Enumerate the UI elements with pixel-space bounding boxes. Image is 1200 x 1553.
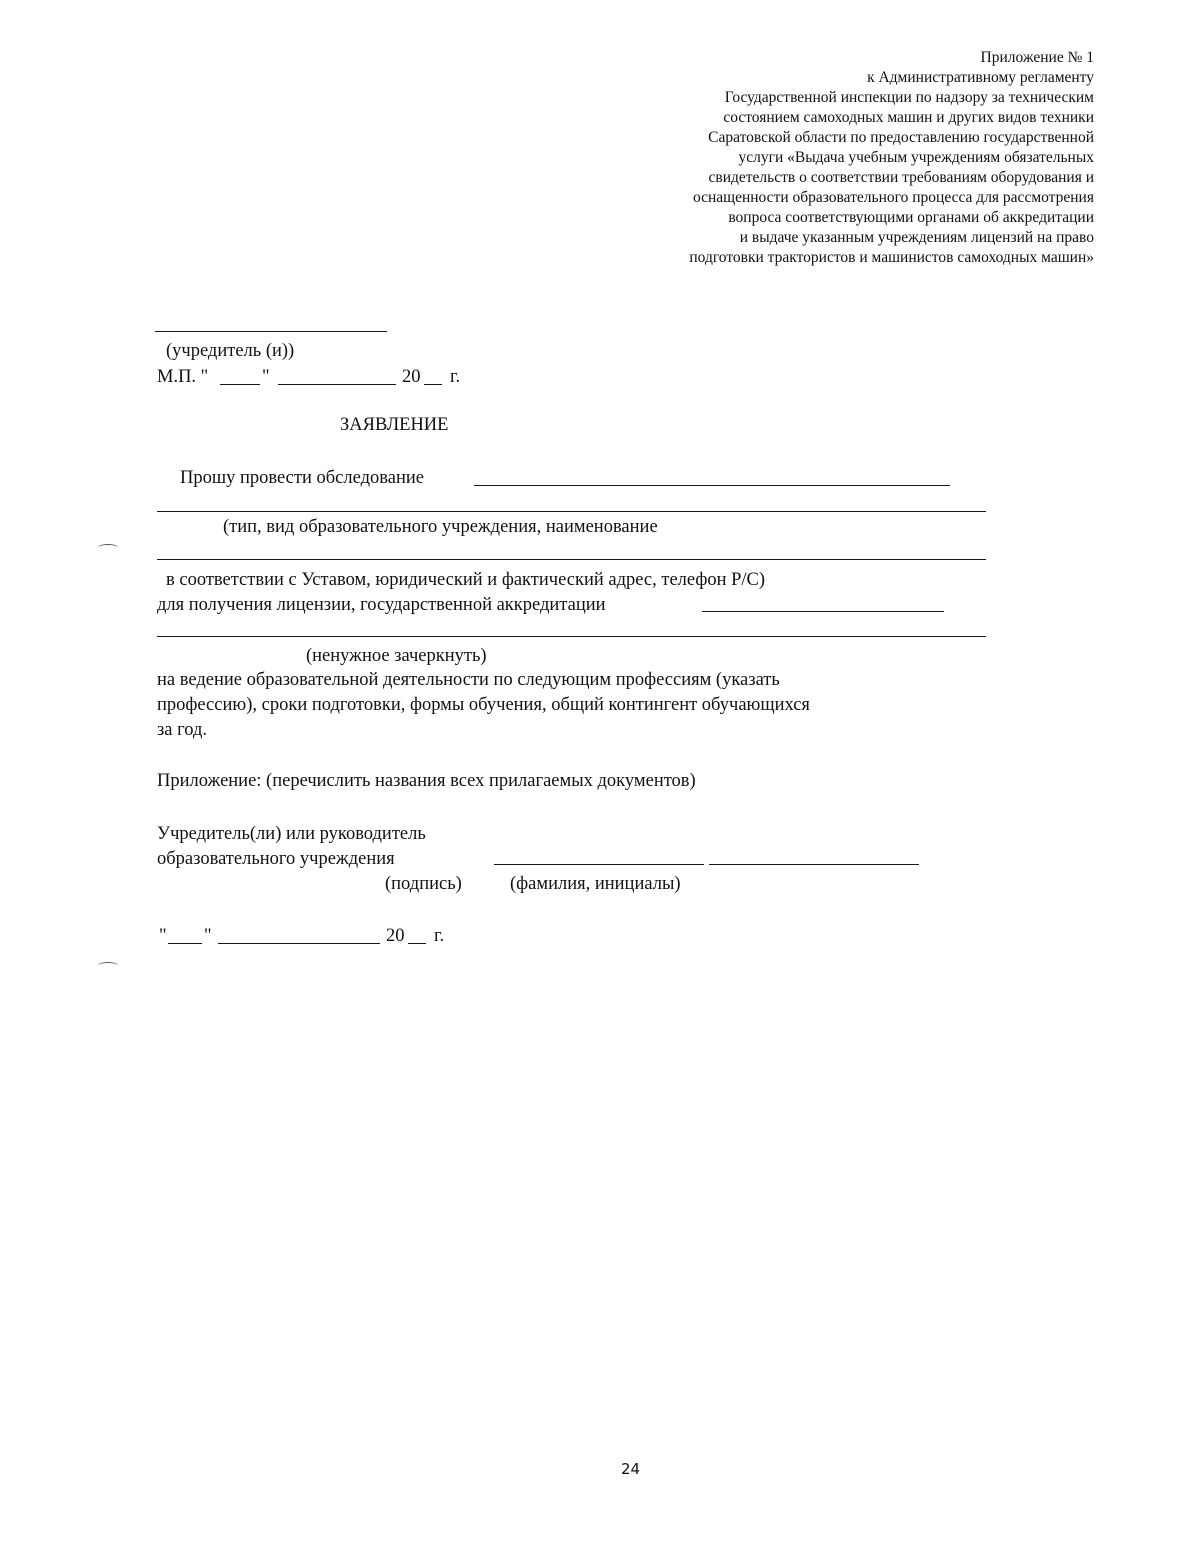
caption-institution-type: (тип, вид образовательного учреждения, наименование <box>223 517 658 537</box>
page-number: 24 <box>621 1460 641 1478</box>
founder-blank-line <box>155 331 387 332</box>
mp-year-blank <box>424 384 442 385</box>
caption-name: (фамилия, инициалы) <box>510 874 681 894</box>
scan-mark <box>98 962 118 969</box>
document-title: ЗАЯВЛЕНИЕ <box>340 415 449 435</box>
body-paragraph-line: профессию), сроки подготовки, формы обучения, общий контингент обучающихся <box>157 695 810 715</box>
license-text: для получения лицензии, государственной аккредитации <box>157 595 606 615</box>
header-line: свидетельств о соответствии требованиям оборудования и <box>708 169 1094 186</box>
appendix-header <box>689 48 1094 268</box>
signer-line: образовательного учреждения <box>157 849 395 869</box>
caption-signature: (подпись) <box>385 874 462 894</box>
mp-day-blank <box>220 384 260 385</box>
date-day-blank <box>168 943 202 944</box>
license-blank <box>702 611 944 612</box>
header-line: к Административному регламенту <box>867 69 1094 86</box>
header-line: состоянием самоходных машин и других видов техники <box>723 109 1094 126</box>
date-year-suffix: г. <box>434 926 445 946</box>
institution-blank-line <box>157 511 986 512</box>
scan-mark <box>98 544 118 551</box>
date-year-blank <box>408 943 426 944</box>
mp-prefix: М.П. " <box>157 367 209 387</box>
name-blank <box>709 864 919 865</box>
signer-line: Учредитель(ли) или руководитель <box>157 824 426 844</box>
header-line: Государственной инспекции по надзору за техническим <box>724 89 1094 106</box>
date-month-blank <box>218 943 380 944</box>
date-year: 20 <box>386 926 405 946</box>
date-open-quote: " <box>159 926 167 946</box>
header-line: подготовки трактористов и машинистов самоходных машин» <box>689 249 1094 266</box>
address-blank-line <box>157 559 986 560</box>
appendix-text: Приложение: (перечислить названия всех прилагаемых документов) <box>157 771 696 791</box>
body-paragraph-line: на ведение образовательной деятельности по следующим профессиям (указать <box>157 670 780 690</box>
mp-year-suffix: г. <box>450 367 461 387</box>
mp-quote: " <box>262 367 270 387</box>
header-line: Саратовской области по предоставлению государственной <box>708 129 1094 146</box>
mp-month-blank <box>278 384 396 385</box>
header-line: и выдаче указанным учреждениям лицензий на право <box>739 229 1094 246</box>
header-line: оснащенности образовательного процесса для рассмотрения <box>692 189 1094 206</box>
request-text: Прошу провести обследование <box>180 468 424 488</box>
header-line: вопроса соответствующими органами об аккредитации <box>728 209 1094 226</box>
signature-blank <box>494 864 704 865</box>
caption-strike-out: (ненужное зачеркнуть) <box>306 646 487 666</box>
header-line: Приложение № 1 <box>980 49 1094 66</box>
caption-charter-address: в соответствии с Уставом, юридический и фактический адрес, телефон Р/С) <box>166 570 766 590</box>
request-blank <box>474 485 950 486</box>
body-paragraph-line: за год. <box>157 720 208 740</box>
mp-year: 20 <box>402 367 421 387</box>
header-line: услуги «Выдача учебным учреждениям обязательных <box>738 149 1094 166</box>
date-close-quote: " <box>204 926 212 946</box>
license-type-blank-line <box>157 636 986 637</box>
founder-caption: (учредитель (и)) <box>166 341 295 361</box>
